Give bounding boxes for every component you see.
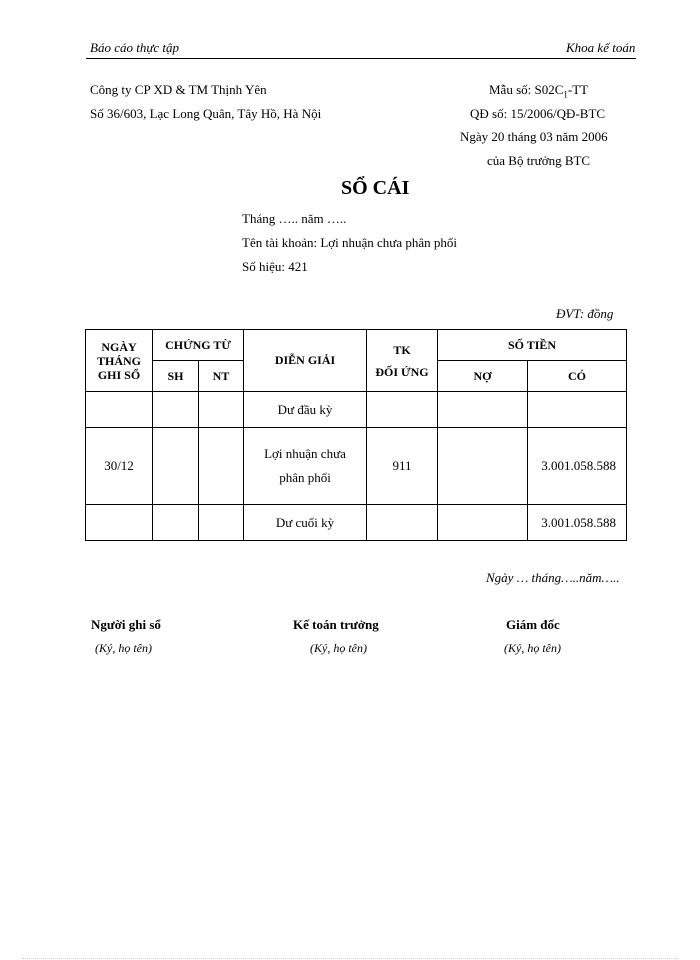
col-header-credit: CÓ	[528, 361, 627, 392]
cell-description: Dư đầu kỳ	[244, 392, 367, 428]
table-row	[86, 428, 627, 505]
col-header-date-line1: NGÀY	[101, 339, 137, 354]
cell-debit	[438, 428, 528, 505]
form-code-suffix: -TT	[567, 82, 589, 97]
table-row	[86, 505, 627, 541]
col-header-sh: SH	[153, 361, 199, 392]
signature-role-chief-accountant: Kế toán trưởng	[293, 617, 379, 632]
form-code-subscript: 1	[563, 89, 568, 100]
company-name: Công ty CP XD & TM Thịnh Yên	[90, 82, 267, 97]
col-header-amount: SỐ TIỀN	[438, 330, 627, 361]
cell-date	[86, 392, 153, 428]
currency-unit: ĐVT: đồng	[556, 306, 614, 321]
cell-credit: 3.001.058.588	[528, 428, 627, 505]
col-header-date	[86, 330, 153, 392]
cell-debit	[438, 392, 528, 428]
signature-note-recorder: (Ký, họ tên)	[95, 641, 152, 655]
form-decision: QĐ số: 15/2006/QĐ-BTC	[470, 106, 606, 121]
form-issuer: của Bộ trưởng BTC	[487, 153, 591, 168]
company-address: Số 36/603, Lạc Long Quân, Tây Hồ, Hà Nội	[90, 106, 322, 121]
cell-credit	[528, 392, 627, 428]
running-header-right: Khoa kế toán	[566, 40, 636, 55]
cell-nt	[199, 392, 244, 428]
signature-role-recorder: Người ghi sổ	[91, 617, 161, 632]
form-code	[489, 82, 588, 100]
running-header-left: Báo cáo thực tập	[90, 40, 180, 55]
cell-nt	[199, 428, 244, 505]
page-bottom-border	[22, 958, 678, 959]
cell-contra-account: 911	[367, 428, 438, 505]
form-date: Ngày 20 tháng 03 năm 2006	[460, 129, 608, 144]
cell-nt	[199, 505, 244, 541]
col-header-debit: NỢ	[438, 361, 528, 392]
cell-date: 30/12	[86, 428, 153, 505]
cell-contra-account	[367, 392, 438, 428]
cell-date	[86, 505, 153, 541]
col-header-nt: NT	[199, 361, 244, 392]
page-title: SỔ CÁI	[341, 177, 410, 199]
cell-description: Dư cuối kỳ	[244, 505, 367, 541]
form-code-prefix: Mẫu số: S02C	[489, 82, 564, 97]
period-line: Tháng ….. năm …..	[242, 211, 347, 226]
col-header-date-line2: THÁNG	[96, 353, 141, 368]
col-header-tk-line1: TK	[393, 342, 411, 357]
col-header-description: DIỄN GIẢI	[244, 330, 367, 392]
cell-sh	[153, 505, 199, 541]
cell-credit: 3.001.058.588	[528, 505, 627, 541]
signature-note-chief-accountant: (Ký, họ tên)	[310, 641, 367, 655]
col-header-tk-line2: ĐỐI ỨNG	[375, 364, 429, 379]
col-header-contra-account	[367, 330, 438, 392]
cell-description	[244, 428, 367, 505]
cell-debit	[438, 505, 528, 541]
cell-contra-account	[367, 505, 438, 541]
col-header-date-line3: GHI SỔ	[97, 367, 141, 382]
cell-description-line2: phân phối	[279, 470, 331, 485]
cell-sh	[153, 392, 199, 428]
table-row	[86, 392, 627, 428]
header-divider	[86, 58, 636, 59]
footer-date: Ngày … tháng…..năm…..	[486, 570, 620, 585]
ledger-table	[85, 329, 627, 541]
account-number-line: Số hiệu: 421	[242, 259, 308, 274]
signature-note-director: (Ký, họ tên)	[504, 641, 561, 655]
col-header-voucher: CHỨNG TỪ	[153, 330, 244, 361]
signature-role-director: Giám đốc	[506, 617, 560, 632]
account-name-line: Tên tài khoản: Lợi nhuận chưa phân phối	[242, 235, 458, 250]
cell-sh	[153, 428, 199, 505]
cell-description-line1: Lợi nhuận chưa	[264, 446, 346, 461]
